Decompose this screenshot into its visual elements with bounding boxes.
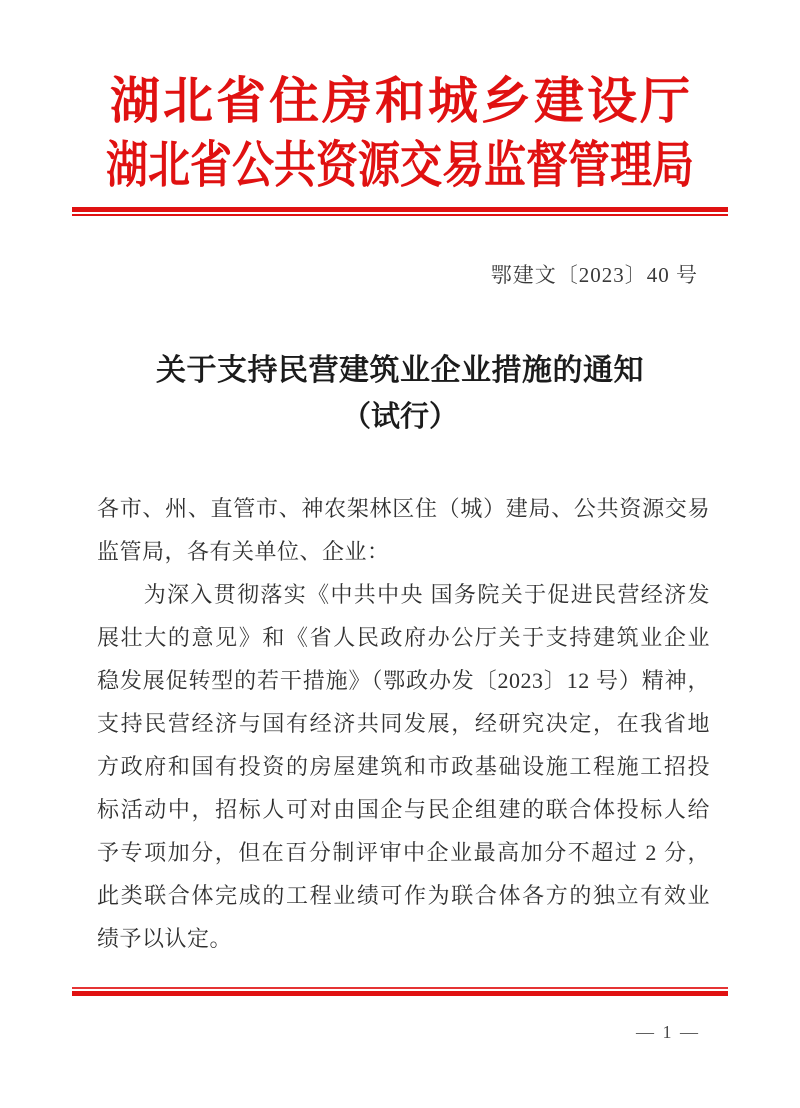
letterhead: [0, 0, 800, 216]
document-body: [97, 487, 710, 960]
body-text-line: 予专项加分，但在百分制评审中企业最高加分不超过 2 分，: [97, 840, 710, 865]
body-text-line: 展壮大的意见》和《省人民政府办公厅关于支持建筑业企业: [97, 625, 710, 650]
body-text-line: 绩予以认定。: [97, 926, 233, 951]
rule-thick-line: [72, 991, 728, 996]
letterhead-org-line2: 湖北省公共资源交易监督管理局: [106, 137, 694, 193]
body-text-line: 方政府和国有投资的房屋建筑和市政基础设施工程施工招投: [97, 754, 710, 779]
document-footer: [0, 987, 800, 1044]
body-text-line: 标活动中，招标人可对由国企与民企组建的联合体投标人给: [97, 797, 710, 822]
page-number: — 1 —: [636, 1022, 700, 1042]
letterhead-org-line1: 湖北省住房和城乡建设厅: [110, 73, 693, 129]
rule-thin-line: [72, 214, 728, 216]
rule-thin-line: [72, 987, 728, 989]
body-text-line: 各市、州、直管市、神农架林区住（城）建局、公共资源交易: [97, 496, 710, 521]
footer-divider-rule: [72, 987, 728, 996]
body-text-line: 为深入贯彻落实《中共中央 国务院关于促进民营经济发: [97, 582, 710, 607]
body-text-line: 稳发展促转型的若干措施》（鄂政办发〔2023〕12 号）精神，: [97, 668, 710, 693]
document-title: 关于支持民营建筑业企业措施的通知: [156, 354, 644, 387]
letterhead-divider-rule: [72, 207, 728, 216]
document-number: 鄂建文〔2023〕40 号: [490, 263, 698, 287]
body-text-line: 支持民营经济与国有经济共同发展，经研究决定，在我省地: [97, 711, 710, 736]
body-text-line: 此类联合体完成的工程业绩可作为联合体各方的独立有效业: [97, 883, 710, 908]
document-subtitle: （试行）: [341, 401, 458, 433]
body-text-line: 监管局，各有关单位、企业：: [97, 539, 390, 564]
